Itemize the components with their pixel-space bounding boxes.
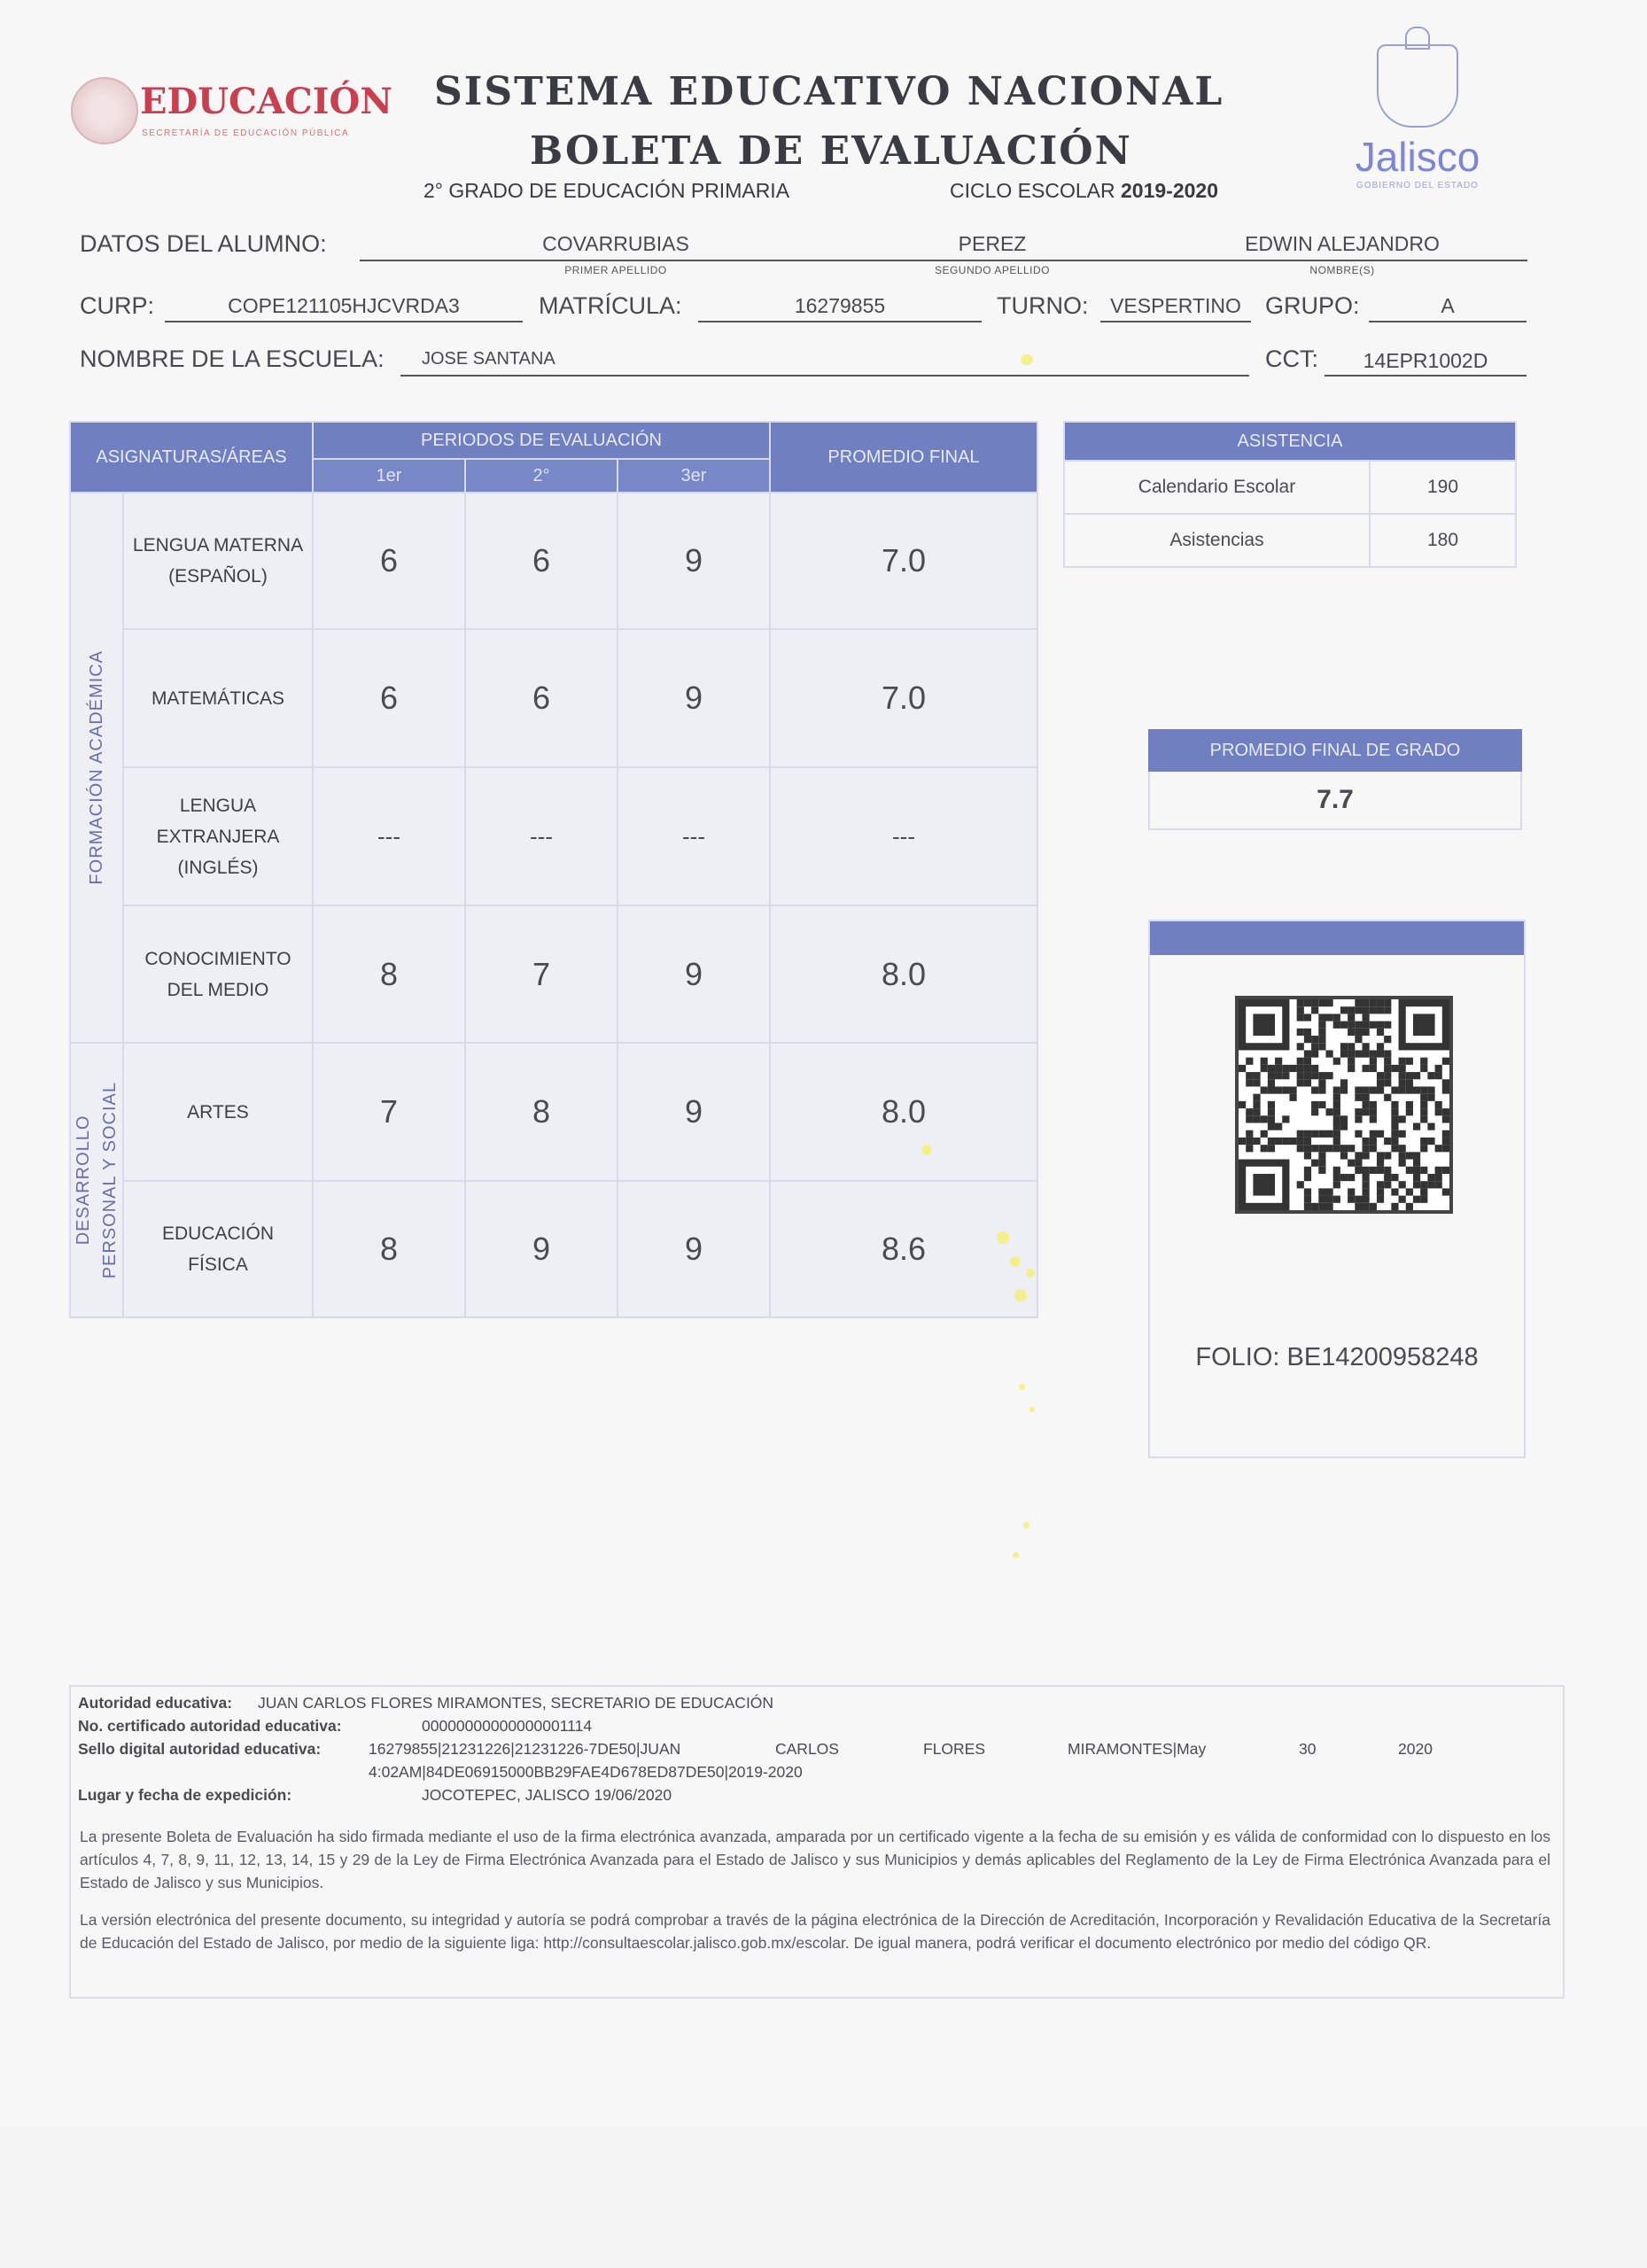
seal-word: FLORES: [923, 1740, 986, 1758]
subject-line: DEL MEDIO: [167, 979, 269, 1000]
authority-label: Autoridad educativa:: [78, 1694, 233, 1712]
grade-p2: ---: [465, 767, 618, 905]
ink-speck: [1010, 1256, 1021, 1267]
subject-cell: [123, 767, 313, 905]
grades-table: [69, 421, 1038, 1318]
grade-final: 8.6: [770, 1181, 1037, 1317]
given-names-value: EDWIN ALEJANDRO: [1245, 232, 1440, 255]
document-title-boleta: BOLETA DE EVALUACIÓN: [530, 128, 1132, 174]
grade-final-average-box: [1148, 729, 1522, 830]
table-row: [70, 905, 1037, 1043]
subject-line: LENGUA: [179, 795, 257, 816]
ink-speck: [997, 1231, 1009, 1244]
subject-line: LENGUA MATERNA: [132, 535, 304, 555]
cct-line: [1325, 375, 1527, 377]
grade-level: 2° GRADO DE EDUCACIÓN PRIMARIA: [423, 179, 790, 202]
second-surname-value: PEREZ: [958, 232, 1027, 255]
ink-speck: [1026, 1269, 1035, 1278]
grade-p3: 9: [618, 493, 770, 629]
subject-line: (INGLÉS): [177, 857, 259, 878]
sep-education-logo: [71, 75, 399, 151]
subject-line: MATEMÁTICAS: [151, 687, 285, 709]
periods-header: PERIODOS DE EVALUACIÓN: [313, 422, 770, 459]
national-seal-icon: [71, 77, 138, 144]
subject-line: EDUCACIÓN: [161, 1223, 274, 1244]
period-2-header: 2°: [465, 459, 618, 493]
legal-paragraph-2: La versión electrónica del presente documento, su integridad y autoría se podrá comprobar a través de la página electrónica de la Dirección de Acreditación, Incorporación y Revalidación Educativa de la Secretaría de Educación del Estado de Jalisco, por medio de la siguiente liga: http://consultaescolar.jalisco.gob.mx/escolar. De igual manera, podrá verificar el documento electrónico por medio del código QR.: [80, 1911, 1550, 1952]
grade-p1: 7: [313, 1043, 465, 1181]
curp-label: CURP:: [80, 292, 155, 319]
place-date-label-text: Lugar y fecha de expedición:: [78, 1786, 292, 1804]
school-cycle-label: CICLO ESCOLAR: [950, 179, 1115, 202]
grade-final: ---: [770, 767, 1037, 905]
school-name-value: JOSE SANTANA: [422, 349, 555, 369]
table-row: [70, 767, 1037, 905]
grade-final-average-value: 7.7: [1148, 772, 1522, 830]
group-personal-label: [71, 1082, 122, 1278]
grade-p3: 9: [618, 905, 770, 1043]
subject-cell: [123, 629, 313, 767]
subject-cell: [123, 905, 313, 1043]
table-row: [70, 629, 1037, 767]
subject-cell: [123, 1043, 313, 1181]
final-average-header: PROMEDIO FINAL: [770, 422, 1037, 493]
curp-value: COPE121105HJCVRDA3: [228, 294, 460, 317]
seal-line-2: 4:02AM|84DE06915000BB29FAE4D678ED87DE50|2019-2020: [369, 1763, 803, 1781]
ink-speck: [1014, 1289, 1027, 1301]
cct-value: 14EPR1002D: [1363, 349, 1488, 372]
table-row: [70, 1043, 1037, 1181]
certificate-label-text: No. certificado autoridad educativa:: [78, 1717, 342, 1735]
group-academic-label: FORMACIÓN ACADÉMICA: [86, 650, 106, 885]
grupo-value: A: [1441, 294, 1455, 317]
seal-label-text: Sello digital autoridad educativa:: [78, 1740, 322, 1758]
turno-label: TURNO:: [997, 292, 1089, 319]
subject-line: FÍSICA: [188, 1254, 248, 1275]
grade-p2: 6: [465, 493, 618, 629]
grade-p2: 8: [465, 1043, 618, 1181]
group-academic: [70, 493, 123, 1043]
seal-word: CARLOS: [775, 1740, 839, 1758]
grade-final: 7.0: [770, 493, 1037, 629]
grade-p1: 8: [313, 905, 465, 1043]
grade-p3: ---: [618, 767, 770, 905]
attendance-value: 180: [1370, 514, 1516, 567]
turno-value: VESPERTINO: [1110, 294, 1241, 317]
student-name-line: [360, 260, 1527, 261]
turno-line: [1100, 321, 1251, 322]
jalisco-crest-icon: [1377, 44, 1458, 128]
subject-line: (ESPAÑOL): [168, 566, 268, 586]
qr-box: [1148, 920, 1526, 1458]
attendance-header: ASISTENCIA: [1064, 422, 1516, 461]
school-name-label: NOMBRE DE LA ESCUELA:: [80, 346, 385, 372]
curp-line: [165, 321, 523, 322]
school-cycle: [950, 179, 1218, 203]
grade-p1: 6: [313, 493, 465, 629]
grade-p2: 9: [465, 1181, 618, 1317]
grade-p1: ---: [313, 767, 465, 905]
logo-education-subtitle: SECRETARÍA DE EDUCACIÓN PÚBLICA: [142, 128, 350, 138]
first-surname-value: COVARRUBIAS: [542, 232, 689, 255]
ink-speck: [1029, 1407, 1035, 1412]
matricula-line: [698, 321, 982, 322]
given-names-caption: NOMBRE(S): [1309, 264, 1375, 276]
table-row: [70, 493, 1037, 629]
period-3-header: 3er: [618, 459, 770, 493]
folio: [1150, 1343, 1524, 1372]
grade-final: 7.0: [770, 629, 1037, 767]
subject-cell: [123, 1181, 313, 1317]
second-surname-caption: SEGUNDO APELLIDO: [934, 264, 1051, 276]
attendance-label: Asistencias: [1064, 514, 1370, 567]
grade-final-average-header: PROMEDIO FINAL DE GRADO: [1148, 729, 1522, 772]
qr-code-icon: [1235, 996, 1453, 1214]
group-personal-line: DESARROLLO: [73, 1115, 93, 1246]
seal-label: [78, 1740, 321, 1759]
folio-value: BE14200958248: [1286, 1343, 1479, 1371]
period-1-header: 1er: [313, 459, 465, 493]
authority-value: JUAN CARLOS FLORES MIRAMONTES, SECRETARIO DE EDUCACIÓN: [257, 1694, 774, 1712]
certificate-label: [78, 1717, 342, 1736]
attendance-label: Calendario Escolar: [1064, 461, 1370, 514]
grupo-line: [1369, 321, 1527, 322]
table-row: [70, 1181, 1037, 1317]
certificate-value: 00000000000000001114: [422, 1717, 593, 1735]
folio-label: FOLIO:: [1195, 1343, 1280, 1371]
grade-p3: 9: [618, 1043, 770, 1181]
cct-label: CCT:: [1265, 346, 1318, 372]
grade-p1: 8: [313, 1181, 465, 1317]
subject-line: CONOCIMIENTO: [144, 948, 291, 969]
seal-word: 30: [1299, 1740, 1317, 1758]
ink-speck: [1023, 1522, 1029, 1528]
grade-p3: 9: [618, 629, 770, 767]
matricula-label: MATRÍCULA:: [539, 292, 682, 319]
legal-paragraph-1: La presente Boleta de Evaluación ha sido firmada mediante el uso de la firma electrónica avanzada, amparada por un certificado vigente a la fecha de su emisión y es válida de conformidad con lo dispuesto en los artículos 4, 7, 8, 9, 11, 12, 13, 14, 15 y 29 de la Ley de Firma Electrónica Avanzada para el Estado de Jalisco y sus Municipios y demás aplicables del Reglamento de la Ley de Firma Electrónica Avanzada para el Estado de Jalisco y sus Municipios.: [80, 1828, 1550, 1891]
ink-speck: [1019, 1384, 1025, 1390]
ink-speck: [921, 1145, 932, 1155]
matricula-value: 16279855: [794, 294, 886, 317]
signature-footer: [69, 1685, 1565, 1999]
seal-word: MIRAMONTES|May: [1068, 1740, 1207, 1758]
place-date-value: JOCOTEPEC, JALISCO 19/06/2020: [422, 1786, 672, 1804]
grade-p3: 9: [618, 1181, 770, 1317]
subject-cell: [123, 493, 313, 629]
seal-line-1: 16279855|21231226|21231226-7DE50|JUAN: [369, 1740, 681, 1758]
grade-p1: 6: [313, 629, 465, 767]
school-name-line: [400, 375, 1249, 377]
attendance-table: [1063, 421, 1517, 568]
jalisco-logo-subtitle: GOBIERNO DEL ESTADO: [1356, 181, 1479, 190]
student-data-label: DATOS DEL ALUMNO:: [80, 230, 327, 257]
subject-line: EXTRANJERA: [156, 826, 280, 847]
ink-speck: [1021, 354, 1033, 365]
grade-p2: 7: [465, 905, 618, 1043]
qr-box-header: [1150, 921, 1524, 955]
grade-final: 8.0: [770, 905, 1037, 1043]
subject-line: ARTES: [187, 1101, 249, 1122]
grupo-label: GRUPO:: [1265, 292, 1360, 319]
attendance-value: 190: [1370, 461, 1516, 514]
table-row: [1064, 514, 1516, 567]
ink-speck: [1013, 1552, 1019, 1558]
authority-row: [78, 1694, 773, 1713]
logo-education-word: EDUCACIÓN: [140, 81, 392, 122]
group-personal-line: PERSONAL Y SOCIAL: [99, 1081, 120, 1279]
place-date-label: [78, 1786, 291, 1805]
first-surname-caption: PRIMER APELLIDO: [564, 264, 667, 276]
group-personal: [70, 1043, 123, 1317]
jalisco-logo: [1329, 44, 1506, 204]
jalisco-logo-word: Jalisco: [1355, 134, 1480, 180]
grade-p2: 6: [465, 629, 618, 767]
grade-final: 8.0: [770, 1043, 1037, 1181]
document-title-system: SISTEMA EDUCATIVO NACIONAL: [434, 69, 1224, 114]
seal-word: 2020: [1398, 1740, 1433, 1758]
school-cycle-value: 2019-2020: [1121, 179, 1218, 202]
table-row: [1064, 461, 1516, 514]
subjects-header: ASIGNATURAS/ÁREAS: [70, 422, 313, 493]
